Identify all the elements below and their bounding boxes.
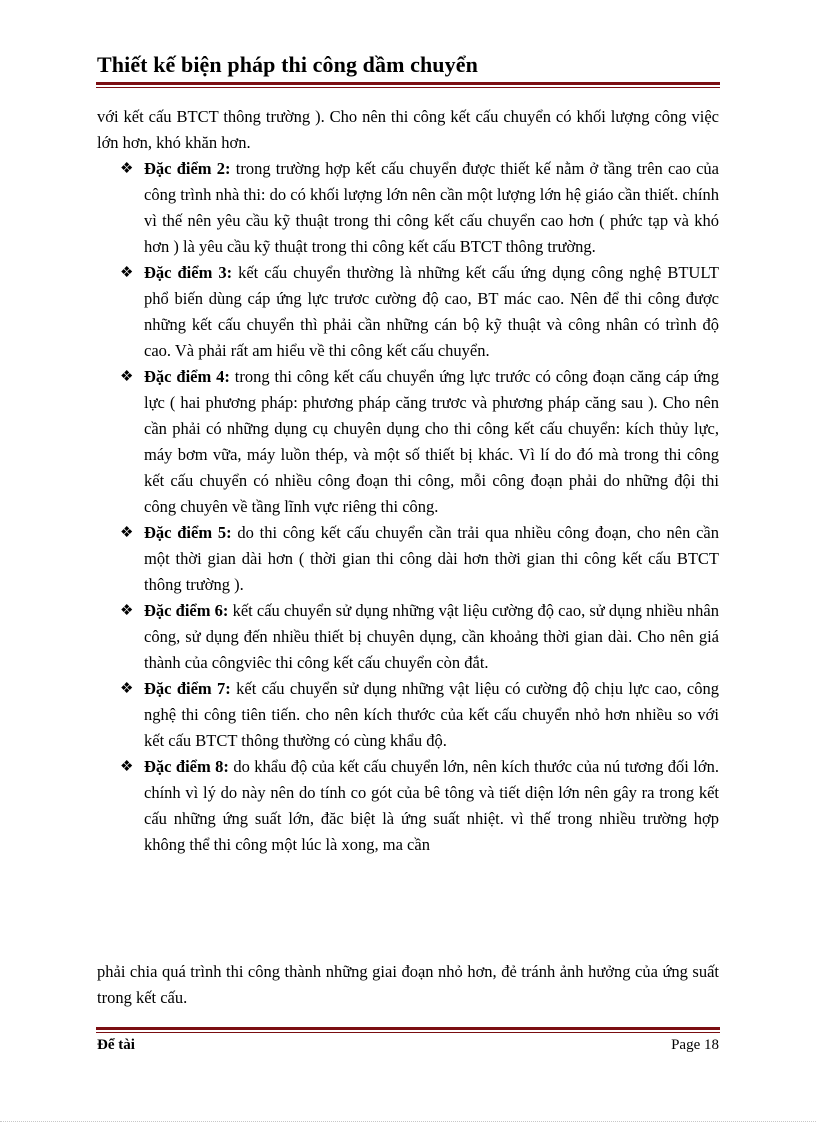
item-text: do thi công kết cấu chuyển cần trải qua nhiều công đoạn, cho nên cần một thời gian dài hơn ( thời gian thi công dài hơn thời gian thi công kết cấu BTCT thông trường ). — [144, 523, 719, 594]
item-label: Đặc điểm 6: — [144, 601, 229, 620]
footer-rule-thick — [96, 1027, 720, 1030]
list-item — [118, 520, 719, 598]
item-text: do khẩu độ của kết cấu chuyển lớn, nên kích thước của nú tương đối lớn. chính vì lý do này nên do tính co gót của bê tông và tiết diện lớn nên gây ra trong kết cấu những ứng suất lớn, đăc biệt là ứng suất nhiệt. vì thế trong nhiều trường hợp không thể thi công một lúc là xong, ma cần — [144, 757, 719, 854]
item-label: Đặc điểm 7: — [144, 679, 231, 698]
page-title: Thiết kế biện pháp thi công dầm chuyển — [97, 52, 478, 77]
item-text: kết cấu chuyển sử dụng những vật liệu có cường độ chịu lực cao, công nghệ thi công tiên tiến. cho nên kích thước của kết cấu chuyển nhỏ hơn nhiều so với kết cấu BTCT thông thường có cùng khẩu độ. — [144, 679, 719, 750]
item-label: Đặc điểm 5: — [144, 523, 232, 542]
item-text: kết cấu chuyển thường là những kết cấu ứng dụng công nghệ BTULT phổ biến dùng cáp ứng lực trươc cường độ cao, BT mác cao. Nên để thi công được những kết cấu chuyển thì phải cần những cán bộ kỹ thuật và công nhân có trình độ cao. Và phải rất am hiểu về thi công kết cấu chuyển. — [144, 263, 719, 360]
intro-paragraph: với kết cấu BTCT thông trường ). Cho nên thi công kết cấu chuyển có khối lượng công việc lớn hơn, khó khăn hơn. — [97, 107, 719, 152]
item-label: Đặc điểm 4: — [144, 367, 230, 386]
list-item — [118, 260, 719, 364]
footer-rule-thin — [96, 1032, 720, 1033]
item-text: trong trường hợp kết cấu chuyển được thiết kế nằm ở tầng trên cao của công trình nhà thi: do có khối lượng lớn nên cần một lượng lớn hệ giáo cần thiết. chính vì thế nên yêu cầu kỹ thuật trong thi công kết cấu chuyển cao hơn ( phức tạp và khó hơn ) là yêu cầu kỹ thuật trong thi công kết cấu BTCT thông trường. — [144, 159, 719, 256]
diamond-bullet-icon: ❖ — [120, 681, 134, 697]
list-item — [118, 598, 719, 676]
diamond-bullet-icon: ❖ — [120, 525, 134, 541]
page-boundary — [0, 1121, 816, 1122]
header-rule-thin — [96, 87, 720, 88]
feature-list — [118, 156, 719, 858]
item-text: trong thi công kết cấu chuyển ứng lực trước có công đoạn căng cáp ứng lực ( hai phương pháp: phương pháp căng trươc và phương pháp căng sau ). Cho nên cần phải có những dụng cụ chuyên dụng cho thi công kết cấu chuyển: kích thủy lực, máy bơm vữa, máy luồn thép, và một số thiết bị khác. Vì lí do đó mà trong thi công kết cấu chuyển có nhiều công đoạn thi công, mỗi công đoạn phải do những đội thi công chuyên về tầng lĩnh vực riêng thi công. — [144, 367, 719, 516]
list-item — [118, 364, 719, 520]
header-rule-thick — [96, 82, 720, 85]
list-item — [118, 754, 719, 858]
list-item — [118, 156, 719, 260]
item-label: Đặc điểm 2: — [144, 159, 231, 178]
diamond-bullet-icon: ❖ — [120, 369, 134, 385]
diamond-bullet-icon: ❖ — [120, 759, 134, 775]
item-label: Đặc điểm 8: — [144, 757, 229, 776]
list-item — [118, 676, 719, 754]
closing-paragraph: phải chia quá trình thi công thành những giai đoạn nhỏ hơn, đẻ tránh ảnh hưởng của ứng suất trong kết cấu. — [97, 962, 719, 1007]
footer-label: Để tài — [97, 1037, 135, 1053]
item-label: Đặc điểm 3: — [144, 263, 233, 282]
diamond-bullet-icon: ❖ — [120, 265, 134, 281]
item-text: kết cấu chuyển sử dụng những vật liệu cường độ cao, sử dụng nhiều nhân công, sử dụng đến nhiều thiết bị chuyên dụng, cần khoảng thời gian dài. Cho nên giá thành của côngviêc thi công kết cấu chuyển còn đắt. — [144, 601, 719, 672]
diamond-bullet-icon: ❖ — [120, 603, 134, 619]
diamond-bullet-icon: ❖ — [120, 161, 134, 177]
page-number: Page 18 — [671, 1037, 719, 1053]
